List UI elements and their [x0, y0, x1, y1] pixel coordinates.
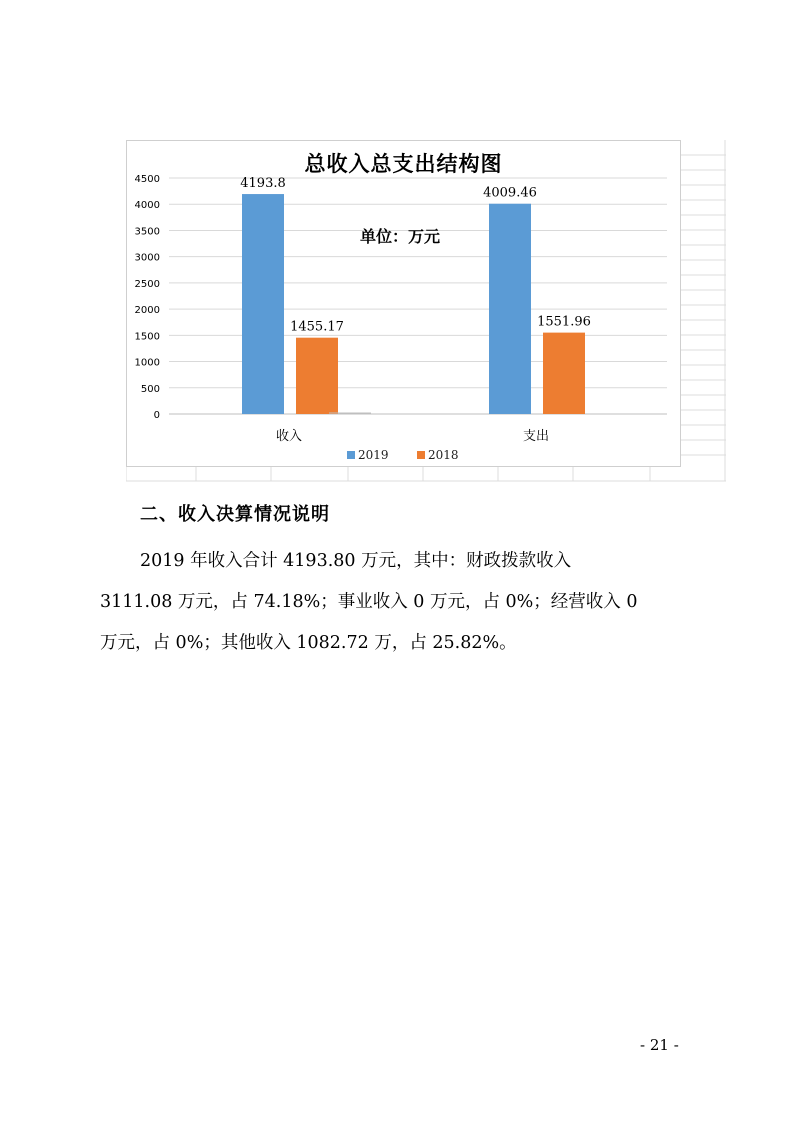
chart-frame — [126, 140, 681, 467]
section-paragraph — [100, 541, 700, 664]
bar-chart — [127, 141, 682, 468]
bar-value-label: 1551.96 — [537, 314, 591, 330]
paragraph-line-1: 2019 年收入合计 4193.80 万元，其中：财政拨款收入 — [140, 551, 572, 571]
y-tick-label: 0 — [153, 410, 160, 421]
bar-2018-1 — [543, 333, 585, 414]
y-tick-label: 1000 — [134, 357, 160, 369]
bar-2019-1 — [489, 204, 531, 414]
x-category-label: 收入 — [275, 429, 303, 444]
bar-value-label: 4009.46 — [483, 185, 537, 201]
y-tick-label: 3000 — [134, 252, 160, 264]
bar-2018-0 — [296, 338, 338, 414]
y-tick-label: 3500 — [134, 226, 160, 238]
paragraph-line-2: 3111.08 万元，占 74.18%；事业收入 0 万元，占 0%；经营收入 0 — [100, 592, 638, 612]
y-tick-label: 2500 — [134, 278, 160, 290]
bar-value-label: 4193.8 — [240, 176, 286, 192]
y-tick-label: 2000 — [134, 305, 160, 317]
bar-value-label: 1455.17 — [290, 319, 344, 335]
chart-unit-label: 单位：万元 — [360, 227, 441, 246]
legend-label-2018: 2018 — [428, 448, 459, 462]
page-number: - 21 - — [640, 1036, 679, 1054]
y-tick-label: 4500 — [134, 174, 160, 185]
y-tick-label: 4000 — [134, 200, 160, 212]
legend-swatch-2019 — [347, 451, 355, 459]
chart-title: 总收入总支出结构图 — [304, 152, 503, 176]
section-heading: 二、收入决算情况说明 — [140, 504, 330, 525]
y-tick-label: 500 — [140, 383, 160, 395]
bar-2019-0 — [242, 194, 284, 414]
legend-label-2019: 2019 — [358, 448, 389, 462]
x-category-label: 支出 — [522, 429, 550, 444]
paragraph-line-3: 万元，占 0%；其他收入 1082.72 万，占 25.82%。 — [100, 633, 517, 653]
legend-swatch-2018 — [417, 451, 425, 459]
y-tick-label: 1500 — [134, 331, 160, 343]
